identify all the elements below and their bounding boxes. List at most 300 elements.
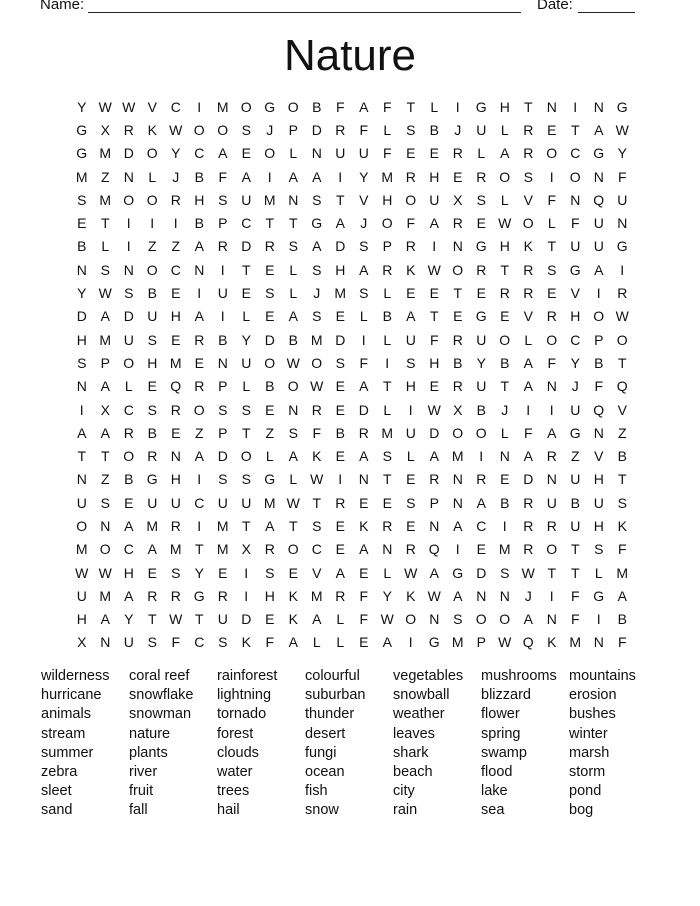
grid-letter: N (76, 471, 87, 488)
grid-letter: I (267, 168, 272, 185)
grid-letter: A (359, 98, 369, 115)
grid-letter: E (406, 285, 416, 302)
grid-letter: A (100, 611, 110, 628)
grid-letter: P (429, 494, 439, 511)
grid-letter: L (406, 448, 415, 465)
grid-letter: D (335, 238, 346, 255)
grid-letter: R (523, 517, 534, 534)
grid-letter: S (218, 634, 228, 651)
grid-letter: S (171, 564, 181, 581)
grid-letter: R (217, 587, 228, 604)
grid-letter: V (359, 191, 369, 208)
grid-letter: E (406, 145, 416, 162)
grid-letter: N (123, 261, 134, 278)
grid-letter: O (452, 424, 464, 441)
grid-letter: O (499, 611, 511, 628)
grid-letter: E (500, 308, 510, 325)
grid-letter: E (406, 517, 416, 534)
grid-letter: U (241, 354, 252, 371)
grid-letter: H (264, 587, 275, 604)
word-bank-item: thunder (305, 706, 355, 723)
grid-letter: E (147, 378, 157, 395)
grid-letter: R (170, 587, 181, 604)
grid-letter: T (241, 424, 251, 441)
grid-letter: R (147, 448, 158, 465)
grid-letter: I (338, 471, 343, 488)
grid-letter: R (429, 471, 440, 488)
grid-letter: A (265, 517, 275, 534)
grid-letter: Y (476, 354, 486, 371)
grid-letter: M (569, 634, 582, 651)
grid-letter: U (147, 494, 158, 511)
grid-letter: M (99, 145, 112, 162)
grid-letter: A (429, 215, 439, 232)
word-bank-item: erosion (569, 687, 617, 704)
word-bank-item: mushrooms (481, 668, 557, 684)
grid-letter: E (382, 494, 392, 511)
grid-letter: M (146, 517, 159, 534)
grid-letter: L (594, 564, 603, 581)
grid-letter: M (263, 191, 276, 208)
grid-letter: Z (100, 471, 110, 488)
grid-letter: E (335, 401, 345, 418)
grid-letter: Q (593, 191, 605, 208)
grid-letter: A (359, 541, 369, 558)
grid-letter: F (594, 378, 604, 395)
word-bank-item: snowman (129, 706, 192, 723)
grid-letter: A (288, 634, 298, 651)
grid-letter: L (500, 191, 509, 208)
grid-letter: U (429, 191, 440, 208)
grid-letter: R (523, 541, 534, 558)
grid-letter: R (523, 494, 534, 511)
word-bank-item: water (217, 763, 253, 780)
grid-letter: G (264, 98, 276, 115)
grid-letter: R (194, 378, 205, 395)
grid-letter: W (286, 354, 300, 371)
grid-letter: D (311, 121, 322, 138)
grid-letter: U (241, 191, 252, 208)
grid-letter: N (593, 634, 604, 651)
grid-letter: E (547, 285, 557, 302)
grid-letter: L (242, 378, 251, 395)
grid-letter: H (147, 354, 158, 371)
grid-letter: F (335, 98, 345, 115)
grid-letter: B (288, 331, 298, 348)
grid-letter: S (124, 285, 134, 302)
grid-letter: F (359, 587, 369, 604)
grid-letter: C (241, 215, 252, 232)
word-bank-item: nature (129, 725, 171, 742)
grid-letter: N (452, 494, 463, 511)
grid-letter: U (217, 494, 228, 511)
grid-letter: P (100, 354, 110, 371)
grid-letter: T (382, 378, 392, 395)
grid-letter: T (194, 541, 204, 558)
grid-letter: H (499, 238, 510, 255)
grid-letter: A (500, 145, 510, 162)
grid-letter: W (427, 401, 441, 418)
grid-letter: G (311, 215, 323, 232)
word-bank-item: snow (305, 802, 339, 819)
grid-letter: D (264, 331, 275, 348)
grid-letter: H (429, 354, 440, 371)
grid-letter: U (476, 378, 487, 395)
grid-letter: W (98, 98, 112, 115)
grid-letter: B (476, 401, 486, 418)
grid-letter: A (241, 168, 251, 185)
grid-letter: P (288, 121, 298, 138)
grid-letter: B (312, 98, 322, 115)
grid-letter: U (570, 401, 581, 418)
grid-letter: F (359, 354, 369, 371)
grid-letter: L (101, 238, 110, 255)
grid-letter: A (523, 378, 533, 395)
grid-letter: T (570, 564, 580, 581)
grid-letter: S (523, 168, 533, 185)
word-bank-item: winter (569, 725, 608, 742)
grid-letter: U (593, 238, 604, 255)
grid-letter: Z (617, 424, 627, 441)
grid-letter: G (593, 145, 605, 162)
grid-letter: Z (147, 238, 157, 255)
grid-letter: N (358, 471, 369, 488)
grid-letter: A (617, 587, 627, 604)
grid-letter: W (98, 285, 112, 302)
grid-letter: I (197, 471, 202, 488)
grid-letter: D (123, 308, 134, 325)
grid-letter: S (218, 191, 228, 208)
grid-letter: U (217, 611, 228, 628)
grid-letter: S (218, 401, 228, 418)
grid-letter: M (99, 331, 112, 348)
grid-letter: E (288, 564, 298, 581)
word-bank-item: desert (305, 725, 346, 742)
grid-letter: F (218, 168, 228, 185)
grid-letter: T (100, 448, 110, 465)
grid-letter: W (169, 121, 183, 138)
grid-letter: B (382, 308, 392, 325)
word-bank-item: forest (217, 725, 254, 742)
grid-letter: A (288, 448, 298, 465)
word-bank-item: weather (393, 706, 445, 723)
grid-letter: Y (194, 564, 204, 581)
grid-letter: E (77, 215, 87, 232)
grid-letter: S (312, 517, 322, 534)
grid-letter: P (594, 331, 604, 348)
grid-letter: U (170, 494, 181, 511)
grid-letter: A (194, 448, 204, 465)
page-title: Nature (283, 31, 417, 80)
grid-letter: F (406, 215, 416, 232)
grid-letter: G (428, 634, 440, 651)
grid-letter: O (193, 121, 205, 138)
grid-letter: Y (77, 98, 87, 115)
grid-letter: C (194, 494, 205, 511)
grid-letter: L (430, 98, 439, 115)
grid-letter: C (170, 261, 181, 278)
grid-letter: N (546, 471, 557, 488)
grid-letter: X (453, 401, 463, 418)
grid-letter: W (615, 121, 629, 138)
grid-letter: O (146, 261, 158, 278)
grid-letter: A (429, 564, 439, 581)
grid-letter: W (615, 308, 629, 325)
grid-letter: K (288, 611, 298, 628)
grid-letter: H (170, 471, 181, 488)
grid-letter: O (123, 448, 135, 465)
grid-letter: G (146, 471, 158, 488)
grid-letter: J (571, 378, 579, 395)
grid-letter: L (289, 261, 298, 278)
grid-letter: M (75, 541, 88, 558)
grid-letter: H (123, 564, 134, 581)
grid-letter: I (573, 98, 578, 115)
word-bank-item: fruit (129, 783, 154, 800)
grid-letter: A (453, 587, 463, 604)
grid-letter: S (147, 401, 157, 418)
grid-letter: N (429, 611, 440, 628)
grid-letter: N (593, 168, 604, 185)
grid-letter: I (150, 215, 155, 232)
grid-letter: M (99, 191, 112, 208)
grid-letter: R (476, 471, 487, 488)
grid-letter: T (312, 494, 322, 511)
grid-letter: E (429, 145, 439, 162)
grid-letter: L (383, 121, 392, 138)
grid-letter: U (76, 494, 87, 511)
grid-letter: N (570, 191, 581, 208)
grid-letter: G (76, 121, 88, 138)
grid-letter: R (476, 168, 487, 185)
grid-letter: Q (428, 541, 440, 558)
word-bank-item: sand (41, 802, 73, 819)
grid-letter: I (338, 168, 343, 185)
grid-letter: V (523, 191, 533, 208)
grid-letter: T (500, 378, 510, 395)
word-bank-item: trees (217, 783, 250, 800)
grid-letter: O (546, 145, 558, 162)
grid-letter: R (405, 238, 416, 255)
grid-letter: N (76, 378, 87, 395)
grid-letter: R (499, 285, 510, 302)
grid-letter: I (408, 401, 413, 418)
grid-letter: J (524, 587, 532, 604)
grid-letter: A (594, 261, 604, 278)
grid-letter: R (123, 121, 134, 138)
grid-letter: N (311, 145, 322, 162)
grid-letter: T (77, 448, 87, 465)
grid-letter: H (593, 517, 604, 534)
grid-letter: O (405, 191, 417, 208)
grid-letter: J (360, 215, 368, 232)
grid-letter: H (499, 98, 510, 115)
grid-letter: A (312, 168, 322, 185)
grid-letter: F (359, 121, 369, 138)
grid-letter: N (617, 215, 628, 232)
grid-letter: O (475, 424, 487, 441)
grid-letter: F (547, 354, 557, 371)
grid-letter: A (288, 308, 298, 325)
grid-letter: F (570, 587, 580, 604)
grid-letter: S (218, 471, 228, 488)
date-label: Date: (537, 0, 573, 13)
grid-letter: R (546, 448, 557, 465)
word-bank-item: animals (41, 706, 91, 723)
grid-letter: A (523, 354, 533, 371)
grid-letter: E (547, 121, 557, 138)
grid-letter: E (476, 541, 486, 558)
grid-letter: A (359, 378, 369, 395)
grid-letter: R (147, 587, 158, 604)
grid-letter: A (194, 308, 204, 325)
grid-letter: T (429, 308, 439, 325)
grid-letter: N (546, 98, 557, 115)
grid-letter: O (123, 354, 135, 371)
grid-letter: T (241, 517, 251, 534)
grid-letter: L (265, 448, 274, 465)
grid-letter: A (194, 238, 204, 255)
grid-letter: R (523, 121, 534, 138)
grid-letter: O (499, 168, 511, 185)
date-blank-line (578, 12, 635, 13)
grid-letter: X (100, 401, 110, 418)
grid-letter: G (76, 145, 88, 162)
word-bank-item: bog (569, 802, 594, 819)
grid-letter: P (218, 424, 228, 441)
grid-letter: A (100, 378, 110, 395)
grid-letter: L (336, 611, 345, 628)
grid-letter: Y (382, 587, 392, 604)
grid-letter: E (241, 145, 251, 162)
grid-letter: N (123, 168, 134, 185)
grid-letter: Q (170, 378, 182, 395)
grid-letter: D (476, 564, 487, 581)
word-bank-item: rainforest (217, 668, 278, 684)
grid-letter: W (310, 378, 324, 395)
grid-letter: E (359, 634, 369, 651)
grid-letter: N (546, 378, 557, 395)
grid-letter: E (406, 471, 416, 488)
grid-letter: E (335, 541, 345, 558)
grid-letter: L (359, 308, 368, 325)
grid-letter: G (569, 261, 581, 278)
grid-letter: N (194, 261, 205, 278)
grid-letter: W (286, 494, 300, 511)
word-bank-item: snowflake (129, 687, 194, 704)
grid-letter: S (147, 331, 157, 348)
grid-letter: B (617, 611, 627, 628)
grid-letter: D (241, 238, 252, 255)
grid-letter: W (98, 564, 112, 581)
grid-letter: N (452, 471, 463, 488)
grid-letter: I (197, 98, 202, 115)
grid-letter: R (335, 587, 346, 604)
grid-letter: E (265, 401, 275, 418)
grid-letter: Y (77, 285, 87, 302)
word-bank-item: suburban (305, 687, 366, 704)
grid-letter: K (547, 634, 557, 651)
grid-letter: A (335, 564, 345, 581)
grid-letter: F (429, 331, 439, 348)
grid-letter: O (287, 98, 299, 115)
word-bank-item: tornado (217, 706, 267, 723)
grid-letter: E (453, 308, 463, 325)
grid-letter: I (596, 611, 601, 628)
grid-letter: E (335, 308, 345, 325)
word-bank-item: pond (569, 783, 602, 800)
grid-letter: K (147, 121, 157, 138)
grid-letter: M (75, 168, 88, 185)
grid-letter: F (547, 191, 557, 208)
grid-letter: A (382, 634, 392, 651)
grid-letter: O (287, 541, 299, 558)
grid-letter: A (547, 424, 557, 441)
grid-letter: I (455, 98, 460, 115)
grid-letter: R (311, 401, 322, 418)
grid-letter: I (432, 238, 437, 255)
grid-letter: R (264, 238, 275, 255)
grid-letter: N (217, 354, 228, 371)
grid-letter: E (194, 354, 204, 371)
grid-letter: L (383, 564, 392, 581)
word-bank-item: beach (393, 763, 433, 780)
grid-letter: E (429, 378, 439, 395)
grid-letter: E (429, 285, 439, 302)
grid-letter: O (264, 354, 276, 371)
grid-letter: S (241, 121, 251, 138)
grid-letter: A (359, 448, 369, 465)
grid-letter: E (453, 168, 463, 185)
grid-letter: N (288, 401, 299, 418)
grid-letter: X (77, 634, 87, 651)
grid-letter: T (194, 611, 204, 628)
grid-letter: I (526, 401, 531, 418)
grid-letter: R (170, 191, 181, 208)
grid-letter: L (242, 308, 251, 325)
grid-letter: Y (570, 354, 580, 371)
grid-letter: S (594, 541, 604, 558)
grid-letter: A (476, 494, 486, 511)
grid-letter: R (523, 145, 534, 162)
grid-letter: S (382, 448, 392, 465)
grid-letter: I (549, 401, 554, 418)
grid-letter: M (310, 587, 323, 604)
grid-letter: R (335, 121, 346, 138)
grid-letter: U (570, 471, 581, 488)
grid-letter: S (312, 261, 322, 278)
grid-letter: E (171, 331, 181, 348)
grid-letter: T (617, 354, 627, 371)
grid-letter: R (523, 261, 534, 278)
grid-letter: B (194, 215, 204, 232)
grid-letter: U (241, 494, 252, 511)
grid-letter: S (312, 308, 322, 325)
grid-letter: L (336, 634, 345, 651)
grid-letter: G (475, 238, 487, 255)
grid-letter: Z (570, 448, 580, 465)
grid-letter: C (570, 331, 581, 348)
grid-letter: D (123, 145, 134, 162)
grid-letter: U (217, 285, 228, 302)
grid-letter: T (500, 261, 510, 278)
grid-letter: V (570, 285, 580, 302)
grid-letter: R (382, 261, 393, 278)
grid-letter: O (593, 308, 605, 325)
word-bank-item: spring (481, 725, 521, 742)
grid-letter: W (498, 634, 512, 651)
grid-letter: O (405, 611, 417, 628)
